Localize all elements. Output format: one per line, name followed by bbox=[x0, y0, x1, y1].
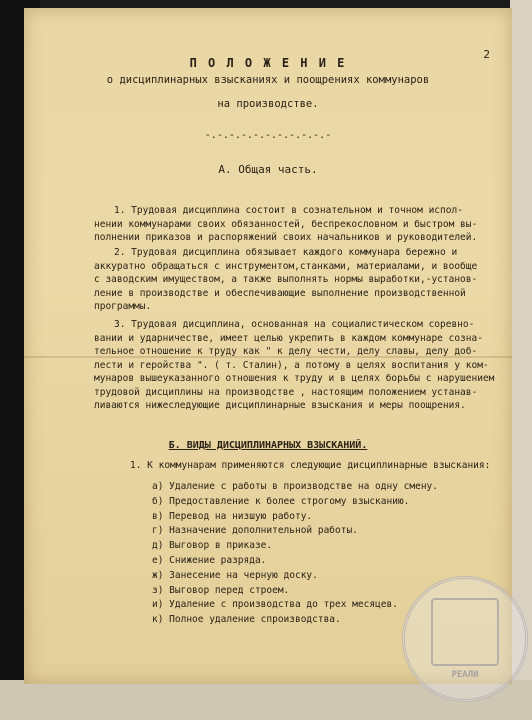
page-number: 2 bbox=[483, 48, 490, 61]
list-item: к) Полное удаление спроизводства. bbox=[152, 614, 341, 626]
list-item: б) Предоставление к более строгому взысканию. bbox=[152, 495, 410, 507]
paragraph-line: 3. Трудовая дисциплина, основанная на социалистическом соревно- bbox=[114, 319, 475, 330]
list-item: в) Перевод на низшую работу. bbox=[152, 510, 313, 522]
list-item: ж) Занесение на черную доску. bbox=[152, 569, 318, 581]
paragraph-1 bbox=[94, 204, 478, 245]
list-item: д) Выговор в приказе. bbox=[152, 540, 273, 552]
penalties-intro: 1. К коммунарам применяются следующие дисциплинарные взыскания: bbox=[130, 460, 491, 471]
title-divider: -.-.-.-.-.-.-.-.-.-.- bbox=[204, 130, 332, 141]
paragraph-line: вании и ударничестве, имеет целью укрепить в каждом коммунаре созна- bbox=[94, 332, 483, 344]
paragraph-line: тельное отношение к труду как " к делу чести, делу славы, делу доб- bbox=[94, 346, 478, 357]
paragraph-line: ление в производстве и обеспечивающие выполнение производственной bbox=[94, 287, 466, 299]
list-item: и) Удаление с производства до трех месяцев. bbox=[152, 599, 398, 611]
paragraph-line: 1. Трудовая дисциплина состоит в сознательном и точном испол- bbox=[114, 205, 463, 216]
paragraph-line: мунаров вышеуказанного отношения к труду и в целях борьбы с нарушением bbox=[94, 373, 495, 384]
list-item: а) Удаление с работы в производстве на одну смену. bbox=[152, 481, 438, 492]
list-item: з) Выговор перед строем. bbox=[152, 584, 290, 596]
list-item: е) Снижение разряда. bbox=[152, 554, 267, 566]
section-a-heading: А. Общая часть. bbox=[218, 163, 318, 176]
paragraph-line: аккуратно обращаться с инструментом,станками, материалами, и вообще bbox=[94, 260, 478, 272]
paragraph-line: с заводским имуществом, а также выполнять нормы выработки,-установ- bbox=[94, 274, 478, 285]
document-subtitle-line2: на производстве. bbox=[217, 98, 319, 110]
section-b-heading: Б. ВИДЫ ДИСЦИПЛИНАРНЫХ ВЗЫСКАНИЙ. bbox=[168, 440, 368, 451]
paragraph-line: трудовой дисциплины на производстве , настоящим положением устанав- bbox=[94, 386, 478, 398]
paragraph-line: полнении приказов и распоряжений своих начальников и руководителей. bbox=[94, 232, 478, 243]
archive-seal-icon bbox=[402, 576, 528, 702]
paragraph-3 bbox=[94, 318, 495, 413]
paragraph-line: нении коммунарами своих обязанностей, беспрекословном и быстром вы- bbox=[94, 218, 478, 230]
paragraph-line: программы. bbox=[94, 301, 152, 312]
list-item: г) Назначение дополнительной работы. bbox=[152, 525, 358, 537]
penalties-list bbox=[152, 480, 438, 628]
paragraph-2 bbox=[94, 246, 478, 314]
seal-emblem bbox=[431, 598, 499, 666]
paragraph-line: 2. Трудовая дисциплина обязывает каждого коммунара бережно и bbox=[114, 247, 458, 258]
seal-label: РЕАЛИ bbox=[451, 670, 479, 680]
paragraph-line: ливаются нижеследующие дисциплинарные взыскания и меры поощрения. bbox=[94, 400, 466, 411]
document-title: П О Л О Ж Е Н И Е bbox=[189, 56, 347, 70]
document-subtitle-line1: о дисциплинарных взысканиях и поощрениях коммунаров bbox=[106, 74, 430, 86]
paragraph-line: лести и геройства ". ( т. Сталин), а потому в целях воспитания у ком- bbox=[94, 359, 489, 371]
